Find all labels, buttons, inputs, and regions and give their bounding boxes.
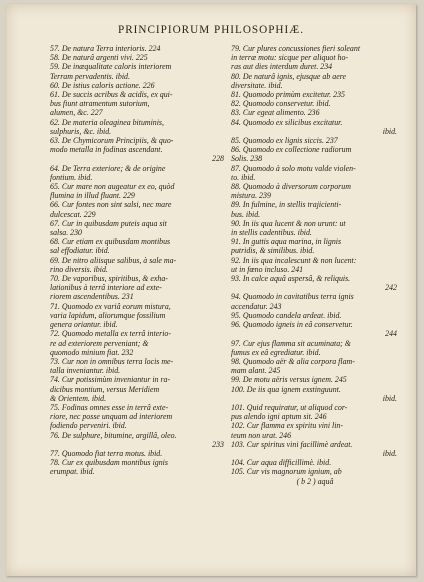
index-line: accendatur. 243 [231,301,282,311]
index-line: 242 [385,283,397,293]
index-line: fumus ex eâ egrediatur. ibid. [231,347,321,357]
index-line: ibid. [382,448,397,458]
index-line: bus fiunt atramentum sutorium, [50,99,150,109]
index-line: fodiendo perveniri. ibid. [50,421,127,431]
index-line: to. ibid. [231,172,256,182]
index-line: 84. Quomodo ex silicibus excitatur. [231,117,343,127]
index-line: 93. In calce aquâ aspersâ, & reliquis. [231,274,351,284]
index-line: 81. Quomodo primùm excitetur. 235 [231,90,345,100]
index-line: bus. ibid. [231,209,261,219]
index-line: 87. Quomodo à solo motu valde violen- [231,163,356,173]
index-line: 233 [212,439,224,449]
index-line: flumina in illud fluant. 229 [50,191,135,201]
index-line: re ad exteriorem perveniant; & [50,338,149,348]
index-line: 65. Cur mare non augeatur ex eo, quòd [50,182,175,192]
index-line: 91. In guttis aqua marina, in lignis [231,237,342,247]
index-line: rino diversis. ibid. [50,264,108,274]
index-line: quomodo minium fiat. 232 [50,347,134,357]
index-line: 83. Cur egeat alimento. 236 [231,108,320,118]
book-page [6,4,416,576]
index-line: 76. De sulphure, bitumine, argillâ, oleo. [50,430,177,440]
index-line: in stellis cadentibus. ibid. [231,228,312,238]
index-line: 80. De naturâ ignis, ejusque ab aere [231,71,346,81]
index-line: 63. De Chymicorum Principiis, & quo- [50,136,174,146]
index-line: Solis. 238 [231,154,263,164]
index-line: & Orientem. ibid. [50,393,107,403]
index-line: Terram pervadentis. ibid. [50,71,130,81]
index-line: genera oriantur. ibid. [50,320,118,330]
index-line: 62. De materia oleaginea bituminis, [50,117,164,127]
index-line: 69. De nitro aliisque salibus, à sale ma- [50,255,177,265]
index-line: 67. Cur in quibusdam puteis aqua sit [50,218,167,228]
index-line: ras aut dies interdum duret. 234 [231,62,333,72]
index-line: varia lapidum, aliorumque fossilium [50,310,166,320]
index-line: fontium. ibid. [50,172,93,182]
index-line: ( b 2 ) aquâ [296,476,334,486]
index-line: modo metalla in fodinas ascendant. [50,145,163,155]
index-line: 66. Cur fontes non sint salsi, nec mare [50,200,172,210]
index-line: 68. Cur etiam ex quibusdam montibus [50,237,171,247]
index-line: 58. De naturâ argenti vivi. 225 [50,53,148,63]
index-line: salsa. 230 [50,228,83,238]
index-line: 102. Cur flamma ex spiritu vini lin- [231,421,343,431]
index-line: 228 [212,154,224,164]
index-line: riorem ascendentibus. 231 [50,292,134,302]
index-line: talla inveniantur. ibid. [50,366,121,376]
index-line: 86. Quomodo ex collectione radiorum [231,145,352,155]
index-line: erumpat. ibid. [50,467,95,477]
index-line: 59. De inæqualitate caloris interiorem [50,62,172,72]
index-line: mistura. 239 [231,191,271,201]
index-line: dulcescat. 229 [50,209,96,219]
index-line: sulphuris, &c. ibid. [50,126,112,136]
index-line: 78. Cur ex quibusdam montibus ignis [50,458,168,468]
index-line: in terræ motu: sicque per aliquot ho- [231,53,349,63]
index-line: 97. Cur ejus flamma sit acuminata; & [231,338,351,348]
index-line: lationibus à terrâ interiore ad exte- [50,283,162,293]
index-line: putridis, & similibus. ibid. [231,246,315,256]
index-line: 74. Cur potissimùm inveniantur in ra- [50,375,171,385]
index-line: 70. De vaporibus, spiritibus, & exha- [50,274,168,284]
index-line: ibid. [382,393,397,403]
index-line: 100. De iis qua ignem exstinguunt. [231,384,341,394]
page-header: PRINCIPIORUM PHILOSOPHIÆ. [117,24,304,36]
index-line: 75. Fodinas omnes esse in terrâ exte- [50,402,169,412]
index-line: 73. Cur non in omnibus terra locis me- [50,356,174,366]
index-line: 96. Quomodo igneis in eâ conservetur. [231,320,353,330]
right-column [231,44,399,486]
index-line: 98. Quomodo aër & alia corpora flam- [231,356,355,366]
index-line: 88. Quomodo à diversorum corporum [231,182,351,192]
index-line: 61. De succis acribus & acidis, ex qui- [50,90,173,100]
index-line: 104. Cur aqua difficillimè. ibid. [231,458,332,468]
index-line: 82. Quomodo conservetur. ibid. [231,99,331,109]
index-line: 94. Quomodo in cavitatibus terra ignis [231,292,354,302]
index-line: 79. Cur plures concussiones fieri soleant [231,44,361,53]
index-line: 77. Quomodo fiat terra motus. ibid. [50,448,163,458]
index-line: 105. Cur vis magnorum ignium, ab [231,467,342,477]
index-line: 71. Quomodo ex variâ eorum mistura, [50,301,171,311]
index-line: 101. Quid requiratur, ut aliquod cor- [231,402,348,412]
index-line: 99. De motu aëris versus ignem. 245 [231,375,347,385]
index-line: ibid. [382,126,397,136]
index-line: mam alant. 245 [231,366,281,376]
index-line: diversitate. ibid. [231,80,283,90]
index-line: 92. In iis qua incalescunt & non lucent: [231,255,357,265]
left-column [50,44,226,477]
index-line: 90. In iis qua lucent & non urunt: ut [231,218,346,228]
index-line: 89. In fulmine, in stellis trajicienti- [231,200,342,210]
index-line: riore, nec posse unquam ad interiorem [50,412,173,422]
index-line: 60. De istius caloris actione. 226 [50,80,155,90]
index-line: 103. Cur spiritus vini facillimè ardeat. [231,439,353,449]
index-line: teum non urat. 246 [231,430,292,440]
index-line: dicibus montium, versus Meridiem [50,384,160,394]
index-line: 57. De natura Terra interioris. 224 [50,44,161,53]
index-line: 85. Quomodo ex lignis siccis. 237 [231,136,338,146]
index-line: sal effodiatur. ibid. [50,246,110,256]
index-line: 95. Quomodo candela ardeat. ibid. [231,310,342,320]
index-line: alumen, &c. 227 [50,108,103,118]
index-line: 72. Quomodo metalla ex terrâ interio- [50,329,171,339]
index-line: ut in fœno incluso. 241 [231,264,304,274]
index-line: 64. De Terra exteriore; & de origine [50,163,166,173]
index-line: 244 [385,329,397,339]
index-line: pus alendo igni aptum sit. 246 [231,412,327,422]
